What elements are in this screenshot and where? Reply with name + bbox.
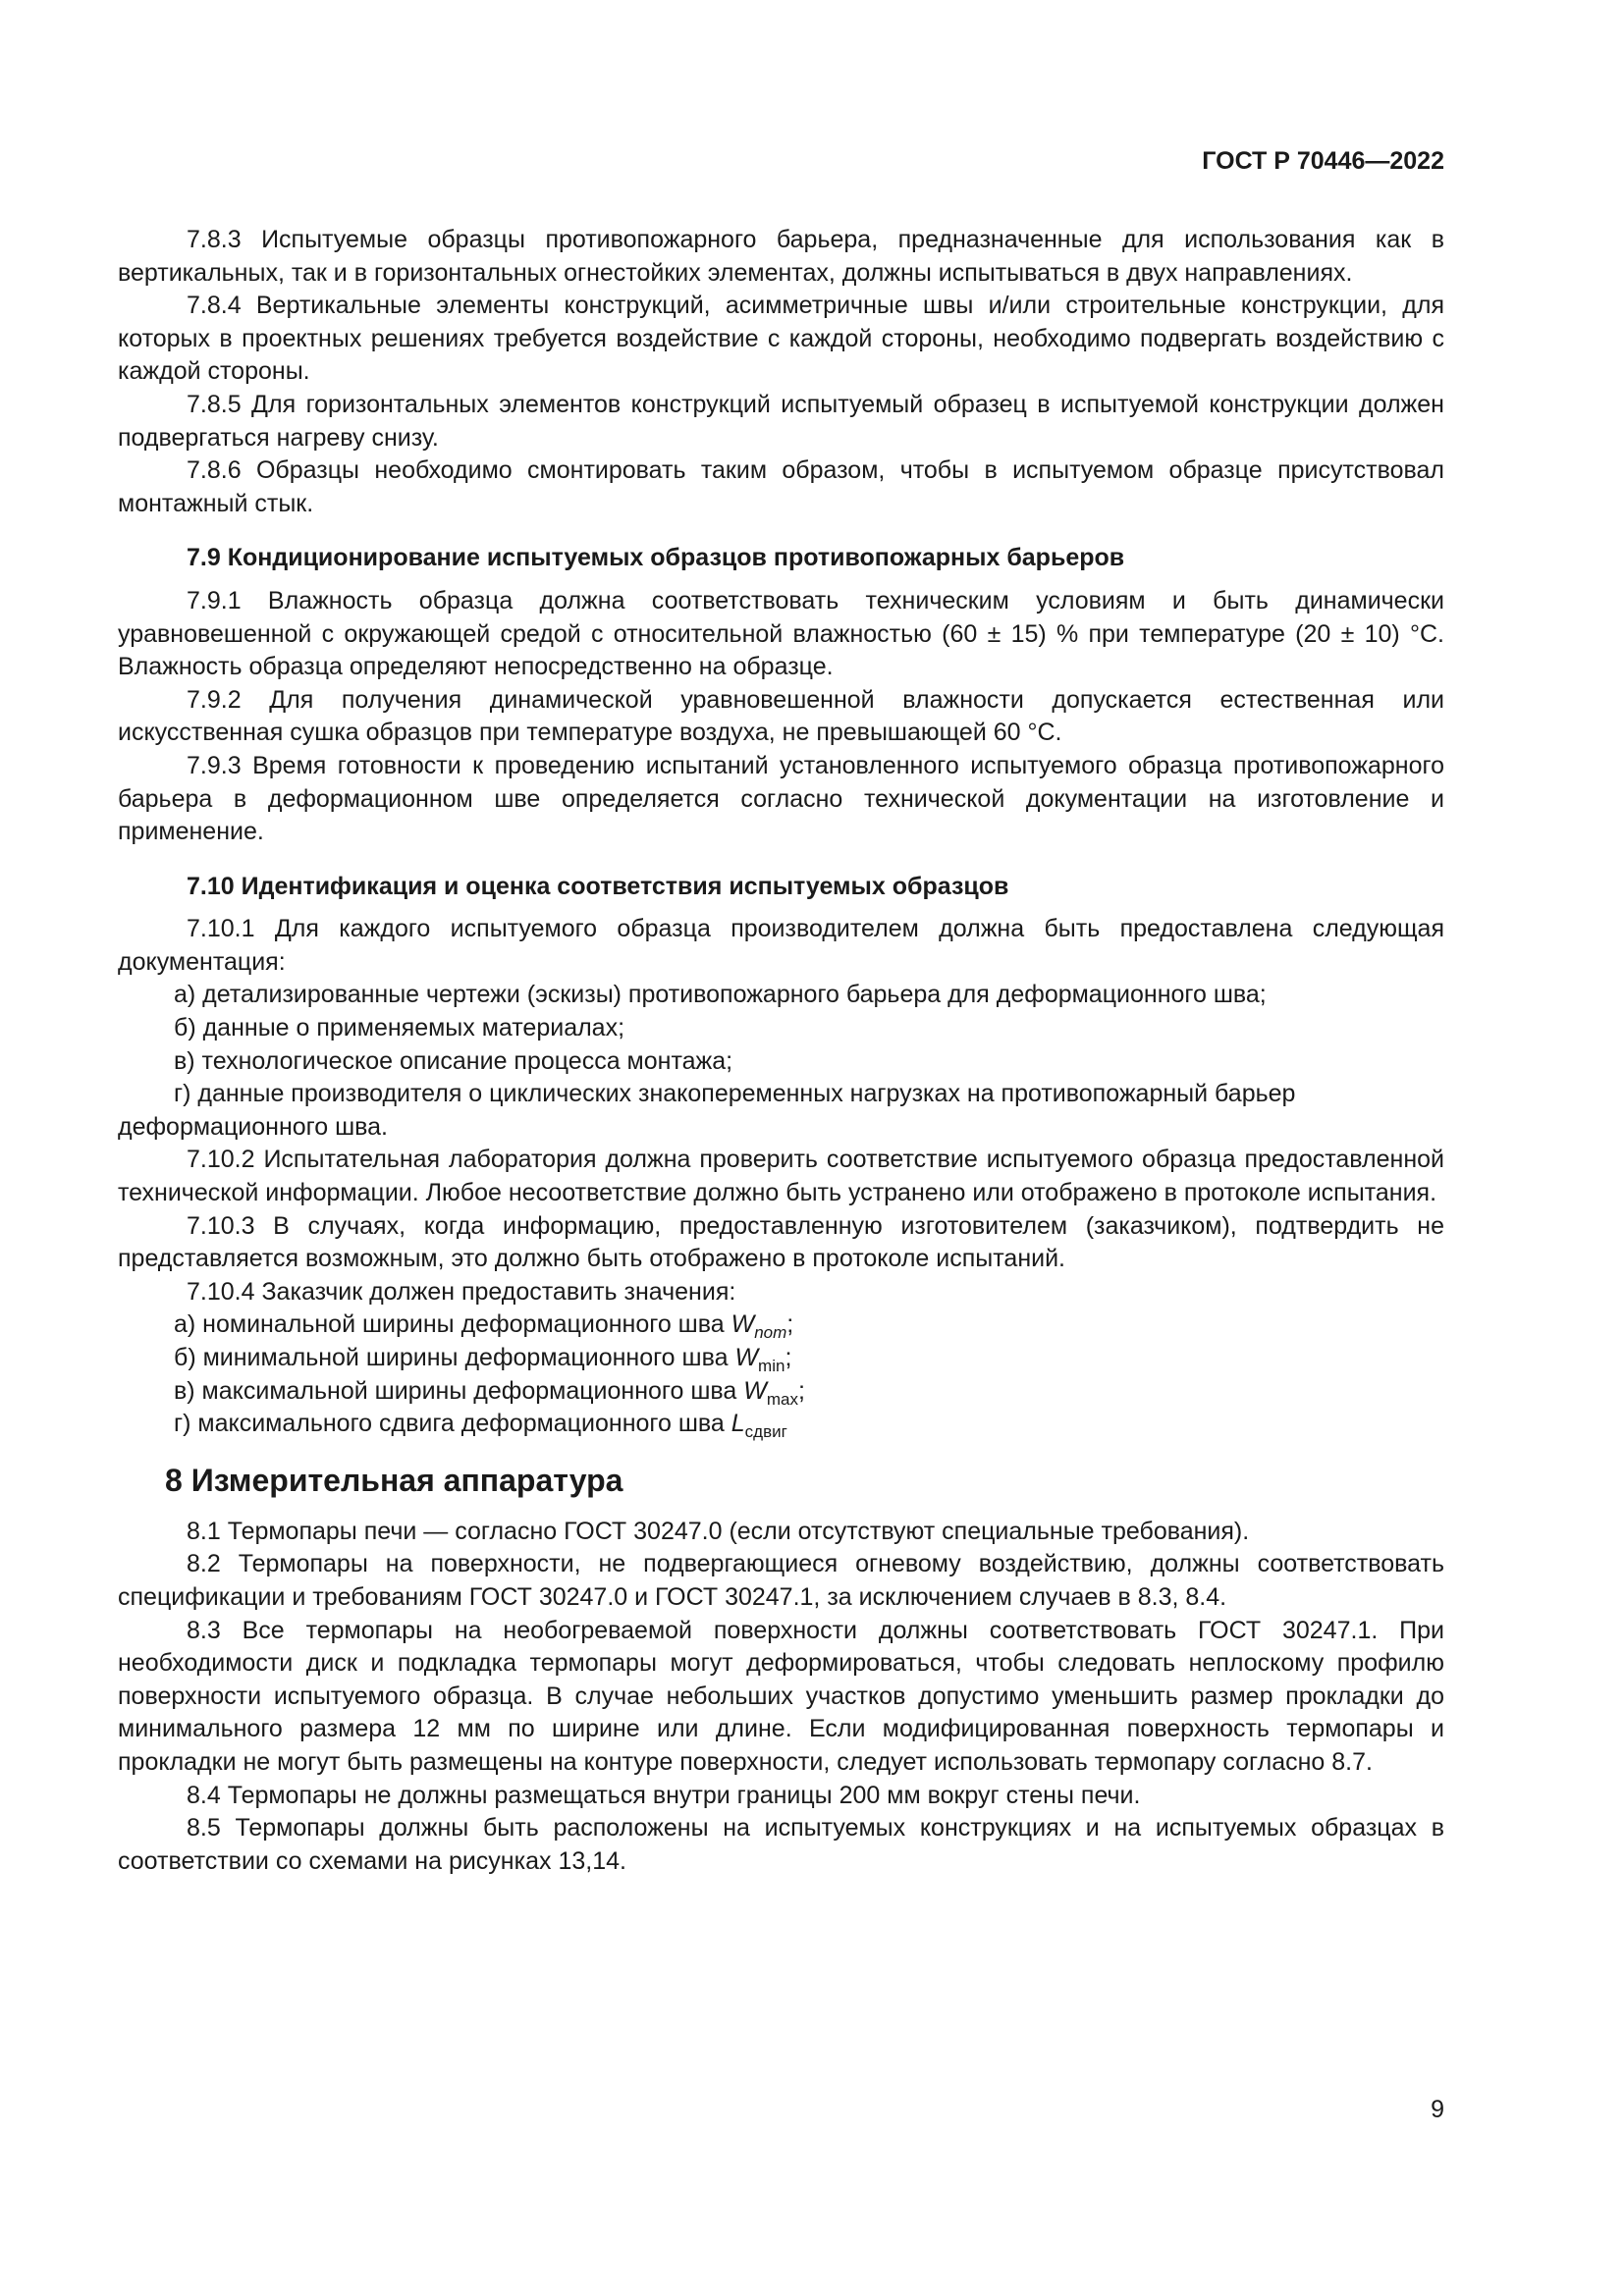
page-number: 9 (1431, 2096, 1444, 2123)
paragraph-7-8-3: 7.8.3 Испытуемые образцы противопожарного барьера, предназначенные для использования как в вертикальных, так и в горизонтальных огнестойких элементах, должны испытываться в двух направлениях. (118, 226, 1444, 287)
subscript-max: max (766, 1389, 798, 1409)
subscript-nom: nom (754, 1323, 787, 1343)
subscript-shift: сдвиг (744, 1422, 787, 1442)
subscript-min: min (758, 1357, 785, 1375)
paragraph-8-1: 8.1 Термопары печи — согласно ГОСТ 30247.0 (если отсутствуют специальные требования). (187, 1517, 1250, 1545)
document-header: ГОСТ Р 70446—2022 (1202, 147, 1444, 175)
paragraph-7-8-4: 7.8.4 Вертикальные элементы конструкций, асимметричные швы и/или строительные конструкции, для которых в проектных решениях требуется воздействие с каждой стороны, необходимо подвергать воздействию с каждой стороны. (118, 292, 1444, 386)
paragraph-7-10-1: 7.10.1 Для каждого испытуемого образца производителем должна быть предоставлена следующая документация: (118, 915, 1444, 976)
value-item-text: в) максимальной ширины деформационного шва (174, 1376, 744, 1405)
semicolon: ; (786, 1310, 794, 1339)
paragraph-7-9-1: 7.9.1 Влажность образца должна соответствовать техническим условиям и быть динамически уравновешенной с окружающей средой с относительной влажностью (60 ± 15) % при температуре (20 ± 10) °С. Влажность образца определяют непосредственно на образце. (118, 586, 1444, 681)
symbol-w: W (734, 1344, 759, 1371)
list-item-a: а) детализированные чертежи (эскизы) противопожарного барьера для деформационного шва; (174, 981, 1267, 1009)
semicolon: ; (785, 1344, 792, 1371)
section-heading-7-10: 7.10 Идентификация и оценка соответствия испытуемых образцов (187, 872, 1009, 900)
paragraph-8-2: 8.2 Термопары на поверхности, не подвергающиеся огневому воздействию, должны соответствовать спецификации и требованиям ГОСТ 30247.0 и ГОСТ 30247.1, за исключением случаев в 8.3, 8.4. (118, 1550, 1444, 1611)
paragraph-8-4: 8.4 Термопары не должны размещаться внутри границы 200 мм вокруг стены печи. (187, 1781, 1141, 1809)
value-item-text: б) минимальной ширины деформационного шва (174, 1344, 735, 1371)
paragraph-7-8-5: 7.8.5 Для горизонтальных элементов конструкций испытуемый образец в испытуемой конструкции должен подвергаться нагреву снизу. (118, 390, 1444, 452)
symbol-w: W (731, 1310, 755, 1339)
paragraph-8-5: 8.5 Термопары должны быть расположены на испытуемых конструкциях и на испытуемых образцах в соответствии со схемами на рисунках 13,14. (118, 1814, 1444, 1875)
value-item-text: а) номинальной ширины деформационного шва (174, 1310, 731, 1339)
value-item-w-max (174, 1375, 1444, 1409)
section-heading-7-9: 7.9 Кондиционирование испытуемых образцов противопожарных барьеров (187, 544, 1125, 572)
value-item-w-nom (174, 1308, 1444, 1342)
symbol-l: L (731, 1410, 745, 1438)
paragraph-7-9-2: 7.9.2 Для получения динамической уравновешенной влажности допускается естественная или искусственная сушка образцов при температуре воздуха, не превышающей 60 °С. (118, 685, 1444, 747)
symbol-w: W (743, 1376, 767, 1405)
list-item-v: в) технологическое описание процесса монтажа; (174, 1046, 733, 1075)
paragraph-7-8-6: 7.8.6 Образцы необходимо смонтировать таким образом, чтобы в испытуемом образце присутствовал монтажный стык. (118, 456, 1444, 517)
document-body (118, 224, 1444, 1878)
paragraph-7-10-2: 7.10.2 Испытательная лаборатория должна проверить соответствие испытуемого образца предоставленной технической информации. Любое несоответствие должно быть устранено или отображено в протоколе испытания. (118, 1146, 1444, 1207)
paragraph-7-10-3: 7.10.3 В случаях, когда информацию, предоставленную изготовителем (заказчиком), подтвердить не представляется возможным, это должно быть отображено в протоколе испытаний. (118, 1211, 1444, 1273)
value-item-l-shift (174, 1408, 1444, 1441)
value-item-text: г) максимального сдвига деформационного шва (174, 1410, 731, 1438)
semicolon: ; (797, 1376, 805, 1405)
paragraph-7-10-4: 7.10.4 Заказчик должен предоставить значения: (187, 1277, 736, 1306)
paragraph-8-3: 8.3 Все термопары на необогреваемой поверхности должны соответствовать ГОСТ 30247.1. При необходимости диск и подкладка термопары могут деформироваться, чтобы следовать неплоскому профилю поверхности испытуемого образца. В случае небольших участков допустимо уменьшить размер прокладки до минимального размера 12 мм по ширине или длине. Если модифицированная поверхность термопары и прокладки не могут быть размещены на контуре поверхности, следует использовать термопару согласно 8.7. (118, 1616, 1444, 1776)
value-item-w-min (174, 1342, 1444, 1375)
paragraph-7-9-3: 7.9.3 Время готовности к проведению испытаний установленного испытуемого образца противопожарного барьера в деформационном шве определяется согласно технической документации на изготовление и применение. (118, 751, 1444, 846)
section-heading-8: 8 Измерительная аппаратура (165, 1462, 623, 1498)
list-item-g: г) данные производителя о циклических знакопеременных нагрузках на противопожарный барьер деформационного шва. (118, 1080, 1296, 1141)
list-item-b: б) данные о применяемых материалах; (174, 1014, 625, 1042)
